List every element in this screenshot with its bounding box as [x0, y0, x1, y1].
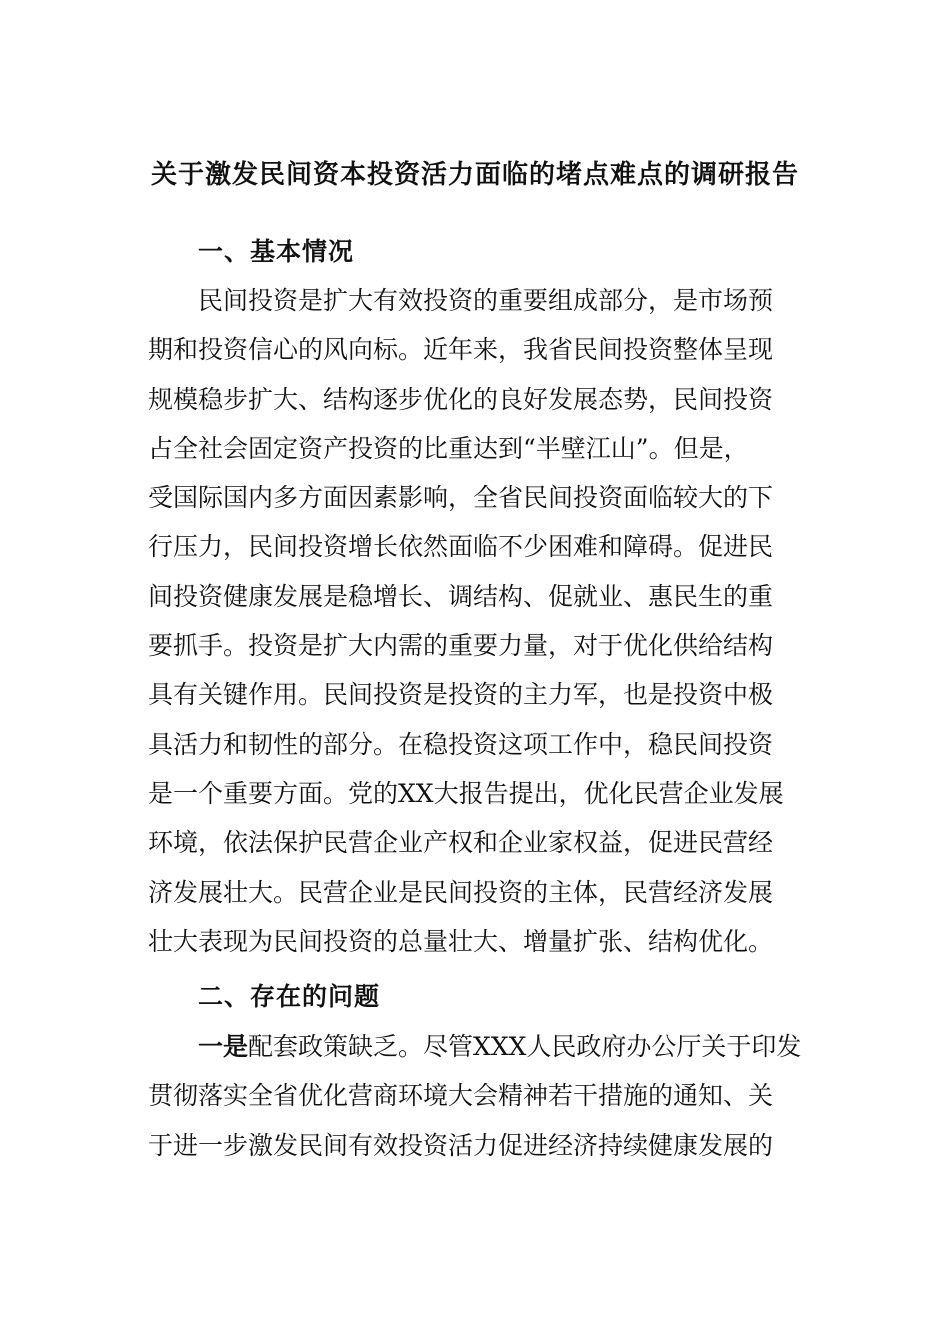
paragraph-line: 环境，依法保护民营企业产权和企业家权益，促进民营经 [148, 828, 774, 858]
paragraph-line: 济发展壮大。民营企业是民间投资的主体，民营经济发展 [148, 877, 774, 907]
paragraph-line: 具活力和韧性的部分。在稳投资这项工作中，稳民间投资 [148, 729, 774, 759]
section1-paragraph [148, 276, 808, 966]
paragraph-line [148, 1022, 808, 1071]
paragraph-line: 要抓手。投资是扩大内需的重要力量，对于优化供给结构 [148, 631, 774, 661]
point-lead: 一是 [198, 1032, 249, 1061]
paragraph-line: 受国际国内多方面因素影响，全省民间投资面临较大的下 [148, 483, 774, 513]
paragraph-line: 是一个重要方面。党的XX大报告提出，优化民营企业发展 [148, 778, 784, 808]
paragraph-line: 间投资健康发展是稳增长、调结构、促就业、惠民生的重 [148, 581, 774, 611]
paragraph-line: 行压力，民间投资增长依然面临不少困难和障碍。促进民 [148, 532, 774, 562]
paragraph-line: 于进一步激发民间有效投资活力促进经济持续健康发展的 [148, 1130, 774, 1160]
document-title: 关于激发民间资本投资活力面临的堵点难点的调研报告 [150, 160, 799, 190]
section-heading-existing-problems: 二、存在的问题 [198, 982, 381, 1011]
point-text: 配套政策缺乏。尽管XXX人民政府办公厅关于印发 [248, 1032, 802, 1061]
section-heading-basic-situation: 一、基本情况 [198, 237, 355, 266]
paragraph-line: 规模稳步扩大、结构逐步优化的良好发展态势，民间投资 [148, 384, 774, 414]
paragraph-line: 占全社会固定资产投资的比重达到“半壁江山”。但是， [148, 433, 749, 463]
paragraph-line: 民间投资是扩大有效投资的重要组成部分，是市场预 [148, 286, 774, 315]
section2-paragraph [148, 1022, 808, 1170]
paragraph-line: 期和投资信心的风向标。近年来，我省民间投资整体呈现 [148, 335, 774, 365]
paragraph-line: 具有关键作用。民间投资是投资的主力军，也是投资中极 [148, 680, 774, 710]
paragraph-line: 壮大表现为民间投资的总量壮大、增量扩张、结构优化。 [148, 926, 774, 956]
paragraph-line: 贯彻落实全省优化营商环境大会精神若干措施的通知、关 [148, 1081, 774, 1111]
